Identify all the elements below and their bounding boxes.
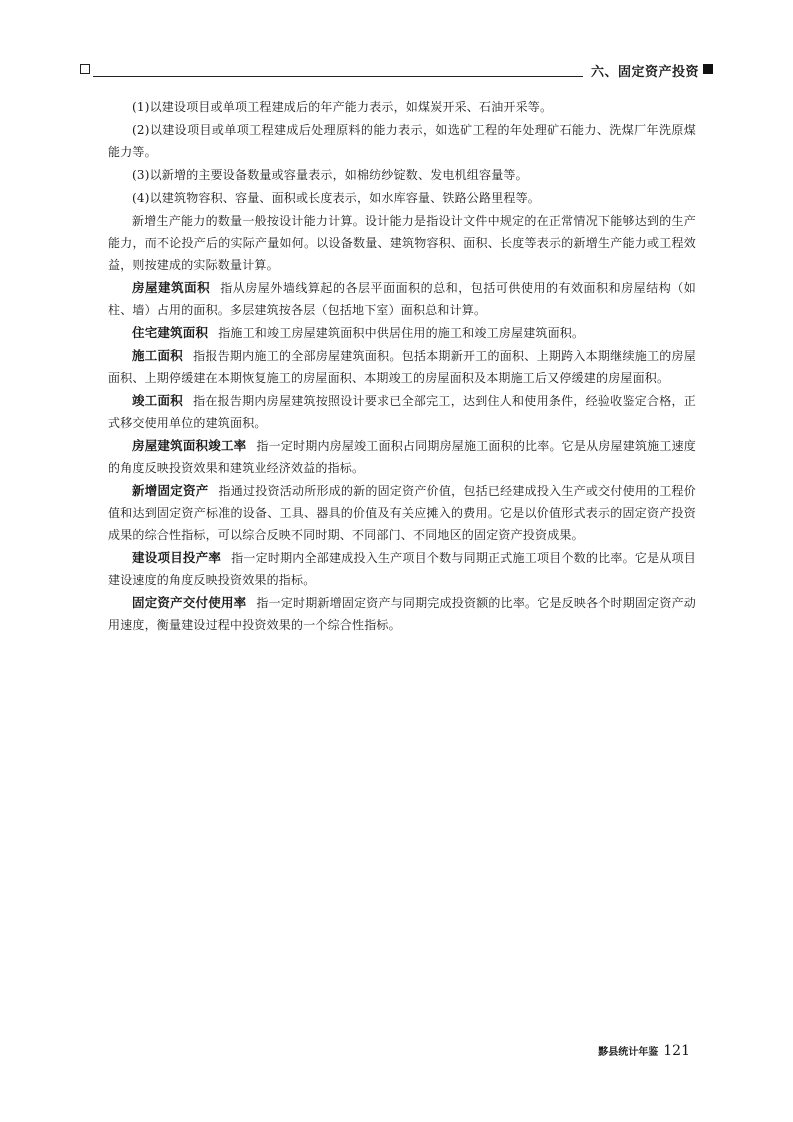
paragraph-text: (3)以新增的主要设备数量或容量表示，如棉纺纱锭数、发电机组容量等。 xyxy=(132,168,528,182)
page-footer xyxy=(598,1043,690,1059)
definition-residential-area xyxy=(108,322,696,344)
definition-text: 指通过投资活动所形成的新的固定资产价值，包括已经建成投入生产或交付使用的工程价值和达到固定资产标准的设备、工具、器具的价值及有关应摊入的费用。它是以价值形式表示的固定资产投资成果的综合性指标，可以综合反映不同时期、不同部门、不同地区的固定资产投资成果。 xyxy=(108,484,697,542)
definition-text: 指一定时期新增固定资产与同期完成投资额的比率。它是反映各个时期固定资产动用速度，衡量建设过程中投资效果的一个综合性指标。 xyxy=(108,596,696,632)
definition-text: 指从房屋外墙线算起的各层平面面积的总和，包括可供使用的有效面积和房屋结构（如柱、墙）占用的面积。多层建筑按各层（包括地下室）面积总和计算。 xyxy=(108,281,696,317)
paragraph-text: (1)以建设项目或单项工程建成后的年产能力表示，如煤炭开采、石油开采等。 xyxy=(132,100,553,114)
term-residential-area: 住宅建筑面积 xyxy=(132,325,209,340)
definition-new-fixed-assets xyxy=(108,480,696,546)
term-floor-area: 房屋建筑面积 xyxy=(132,280,211,295)
header-square-mark-icon xyxy=(703,64,713,74)
definition-text: 指一定时期内房屋竣工面积占同期房屋施工面积的比率。它是从房屋建筑施工速度的角度反映投资效果和建筑业经济效益的指标。 xyxy=(108,439,696,475)
term-completion-rate: 房屋建筑面积竣工率 xyxy=(132,438,247,453)
definition-construction-area xyxy=(108,345,696,389)
paragraph-text: (4)以建筑物容积、容量、面积或长度表示，如水库容量、铁路公路里程等。 xyxy=(132,191,541,205)
paragraph-text: 新增生产能力的数量一般按设计能力计算。设计能力是指设计文件中规定的在正常情况下能够达到的生产能力，而不论投产后的实际产量如何。以设备数量、建筑物容积、面积、长度等表示的新增生产能力或工程效益，则按建成的实际数量计算。 xyxy=(108,214,696,272)
paragraph-text: (2)以建设项目或单项工程建成后处理原料的能力表示，如选矿工程的年处理矿石能力、洗煤厂年洗原煤能力等。 xyxy=(108,123,696,159)
definition-production-rate xyxy=(108,547,696,591)
definition-text: 指在报告期内房屋建筑按照设计要求已全部完工，达到住人和使用条件，经验收鉴定合格，正式移交使用单位的建筑面积。 xyxy=(108,394,696,430)
definition-delivery-rate xyxy=(108,592,696,636)
paragraph-2 xyxy=(108,119,696,163)
section-title: 六、固定资产投资 xyxy=(590,65,699,80)
book-title: 黟县统计年鉴 xyxy=(598,1047,659,1058)
definition-text: 指一定时期内全部建成投入生产项目个数与同期正式施工项目个数的比率。它是从项目建设速度的角度反映投资效果的指标。 xyxy=(108,551,696,587)
paragraph-4 xyxy=(108,187,696,209)
paragraph-5 xyxy=(108,210,696,276)
paragraph-1 xyxy=(108,96,696,118)
definition-text: 指施工和竣工房屋建筑面积中供居住用的施工和竣工房屋建筑面积。 xyxy=(218,326,585,340)
body-text xyxy=(108,96,696,637)
term-construction-area: 施工面积 xyxy=(132,348,184,363)
paragraph-3 xyxy=(108,164,696,186)
header-rule xyxy=(93,76,583,77)
term-production-rate: 建设项目投产率 xyxy=(132,550,222,565)
definition-floor-area xyxy=(108,277,696,321)
definition-completed-area xyxy=(108,390,696,434)
definition-completion-rate xyxy=(108,435,696,479)
page-number: 121 xyxy=(663,1043,690,1059)
header-box-icon xyxy=(80,64,90,74)
page-header xyxy=(80,60,713,80)
term-new-fixed-assets: 新增固定资产 xyxy=(132,483,209,498)
term-delivery-rate: 固定资产交付使用率 xyxy=(132,595,247,610)
definition-text: 指报告期内施工的全部房屋建筑面积。包括本期新开工的面积、上期跨入本期继续施工的房屋面积、上期停缓建在本期恢复施工的房屋面积、本期竣工的房屋面积及本期施工后又停缓建的房屋面积。 xyxy=(108,349,696,385)
term-completed-area: 竣工面积 xyxy=(132,393,184,408)
